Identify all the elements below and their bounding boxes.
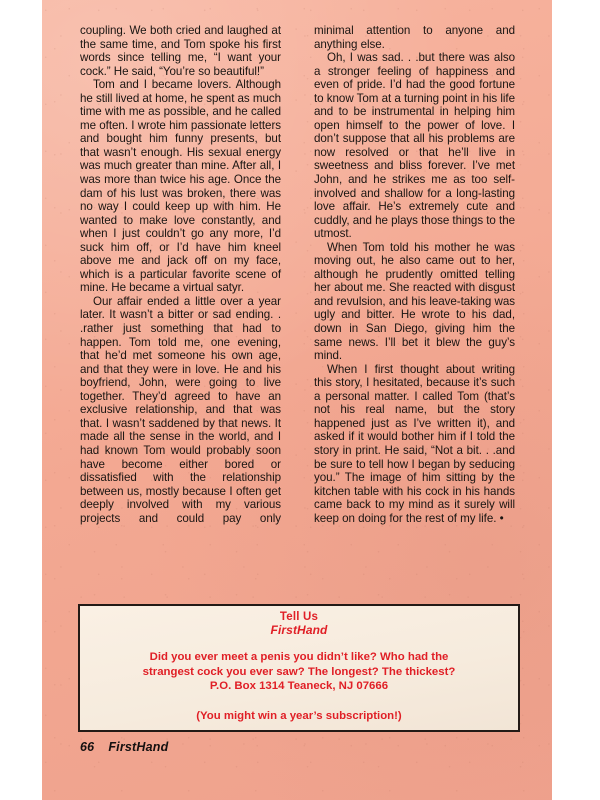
promo-content <box>80 606 518 730</box>
paragraph: coupling. We both cried and laughed at the same time, and Tom spoke his first words since telling me, “I want your cock.” He said, “You’re so beautiful!” <box>80 24 281 78</box>
footer-magazine-name: FirstHand <box>108 740 169 754</box>
text-column-left <box>80 24 281 539</box>
magazine-page <box>42 0 552 800</box>
promo-address: P.O. Box 1314 Teaneck, NJ 07666 <box>209 680 389 692</box>
tell-us-promo-box <box>78 604 520 732</box>
paragraph: Tom and I became lovers. Although he still lived at home, he spent as much time with me as possible, and he called me often. I wrote him passionate letters and bought him funny presents, but that wasn’t enough. His sexual energy was much greater than mine. After all, I was more than twice his age. Once the dam of his lust was broken, there was no way I could keep up with him. He wanted to make love constantly, and when I just couldn’t go any more, I’d suck him off, or I’d have him kneel above me and jack off on my face, which is a particular favorite scene of mine. He became a virtual satyr. <box>80 78 281 295</box>
paragraph: Our affair ended a little over a year later. It wasn’t a bitter or sad ending. . .rather just something that had to happen. Tom told me, one evening, that he’d met someone his own age, and that they were in love. He and his boyfriend, John, were going to live together. They’d agreed to have an exclusive relationship, and that was that. I wasn’t saddened by that news. It made all the sense in the world, and I had known Tom would probably soon have become either bored or dissatisfied with the relationship between us, mostly because I often get deeply involved with my various projects and could pay only <box>80 294 281 525</box>
paragraph: Oh, I was sad. . .but there was also a stronger feeling of happiness and even of pride. I’d had the good fortune to know Tom at a turning point in his life and to be instrumental in helping him open himself to the power of love. I don’t suppose that all his problems are now resolved or that he’ll live in sweetness and bliss forever. I’ve met John, and he strikes me as too self-involved and shallow for a long-lasting love affair. He’s extremely cute and cuddly, and he plays those things to the utmost. <box>314 51 515 241</box>
text-column-right <box>314 24 515 525</box>
page-footer <box>80 740 168 754</box>
promo-question-line-2: strangest cock you ever saw? The longest? The thickest? <box>142 665 456 678</box>
promo-question-line-1: Did you ever meet a penis you didn’t like? Who had the <box>149 651 449 663</box>
paragraph: When Tom told his mother he was moving out, he also came out to her, although he prudently omitted telling her about me. She reacted with disgust and revulsion, and his leave-taking was ugly and bitter. He wrote to his dad, down in San Diego, giving him the same news. I’ll bet it blew the guy’s mind. <box>314 240 515 363</box>
folio-page-number: 66 <box>80 740 95 754</box>
paragraph: minimal attention to anyone and anything else. <box>314 24 515 51</box>
paragraph: When I first thought about writing this story, I hesitated, because it’s such a personal matter. I called Tom (that’s not his real name, but the story happened just as I’ve written it), and asked if it would bother him if I told the story in print. He said, “Not a bit. . .and be sure to tell how I began by seducing you.” The image of him sitting by the kitchen table with his cock in his hands came back to my mind as it surely will keep on doing for the rest of my life. • <box>314 362 515 525</box>
promo-brand: FirstHand <box>270 623 328 637</box>
promo-title: Tell Us <box>279 611 319 623</box>
promo-subscription-note: (You might win a year’s subscription!) <box>196 709 402 722</box>
